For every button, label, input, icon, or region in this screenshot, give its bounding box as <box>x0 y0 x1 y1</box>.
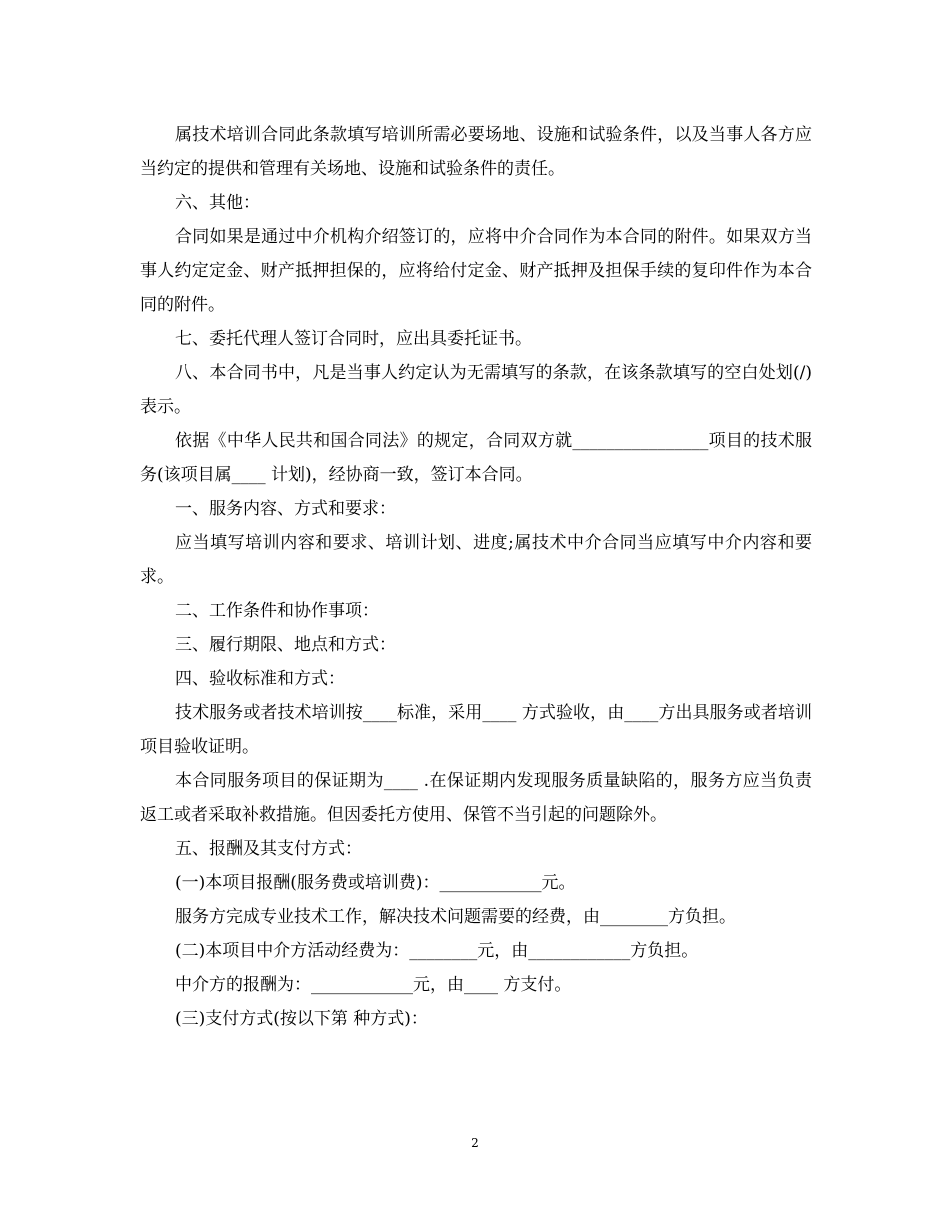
heading-others: 六、其他： <box>175 193 260 213</box>
paragraph-acceptance: 技术服务或者技术培训按____标准，采用____ 方式验收，由____方出具服务或者培训项目验收证明。 <box>140 703 812 757</box>
heading-performance-term: 三、履行期限、地点和方式： <box>175 635 396 655</box>
paragraph-project-fee: (一)本项目报酬(服务费或培训费)：____________元。 <box>175 873 576 893</box>
paragraph-service-content: 应当填写培训内容和要求、培训计划、进度;属技术中介合同当应填写中介内容和要求。 <box>140 533 812 587</box>
paragraph-technical-cost: 服务方完成专业技术工作，解决技术问题需要的经费，由________方负担。 <box>175 907 736 927</box>
paragraph-agent-certificate: 七、委托代理人签订合同时，应出具委托证书。 <box>175 329 532 349</box>
paragraph-warranty: 本合同服务项目的保证期为____ .在保证期内发现服务质量缺陷的，服务方应当负责返工或者采取补救措施。但因委托方使用、保管不当引起的问题除外。 <box>140 771 812 825</box>
paragraph-intermediary-cost: (二)本项目中介方活动经费为：________元，由____________方负担。 <box>175 941 699 961</box>
page-number: 2 <box>471 1136 479 1150</box>
paragraph-intermediary-fee: 中介方的报酬为：____________元，由____ 方支付。 <box>175 975 572 995</box>
heading-acceptance: 四、验收标准和方式： <box>175 669 345 689</box>
paragraph-intermediary-attachment: 合同如果是通过中介机构介绍签订的，应将中介合同作为本合同的附件。如果双方当事人约定定金、财产抵押担保的，应将给付定金、财产抵押及担保手续的复印件作为本合同的附件。 <box>140 227 812 315</box>
paragraph-training-conditions: 属技术培训合同此条款填写培训所需必要场地、设施和试验条件，以及当事人各方应当约定的提供和管理有关场地、设施和试验条件的责任。 <box>140 125 812 179</box>
paragraph-blank-clause: 八、本合同书中，凡是当事人约定认为无需填写的条款，在该条款填写的空白处划(/)表示。 <box>140 363 812 417</box>
heading-work-conditions: 二、工作条件和协作事项： <box>175 601 379 621</box>
document-body <box>140 118 812 1036</box>
heading-service-content: 一、服务内容、方式和要求： <box>175 499 396 519</box>
paragraph-payment-method: (三)支付方式(按以下第 种方式)： <box>175 1009 428 1029</box>
paragraph-contract-basis: 依据《中华人民共和国合同法》的规定，合同双方就________________项目的技术服务(该项目属____ 计划)，经协商一致，签订本合同。 <box>140 431 812 485</box>
heading-payment: 五、报酬及其支付方式： <box>175 839 362 859</box>
